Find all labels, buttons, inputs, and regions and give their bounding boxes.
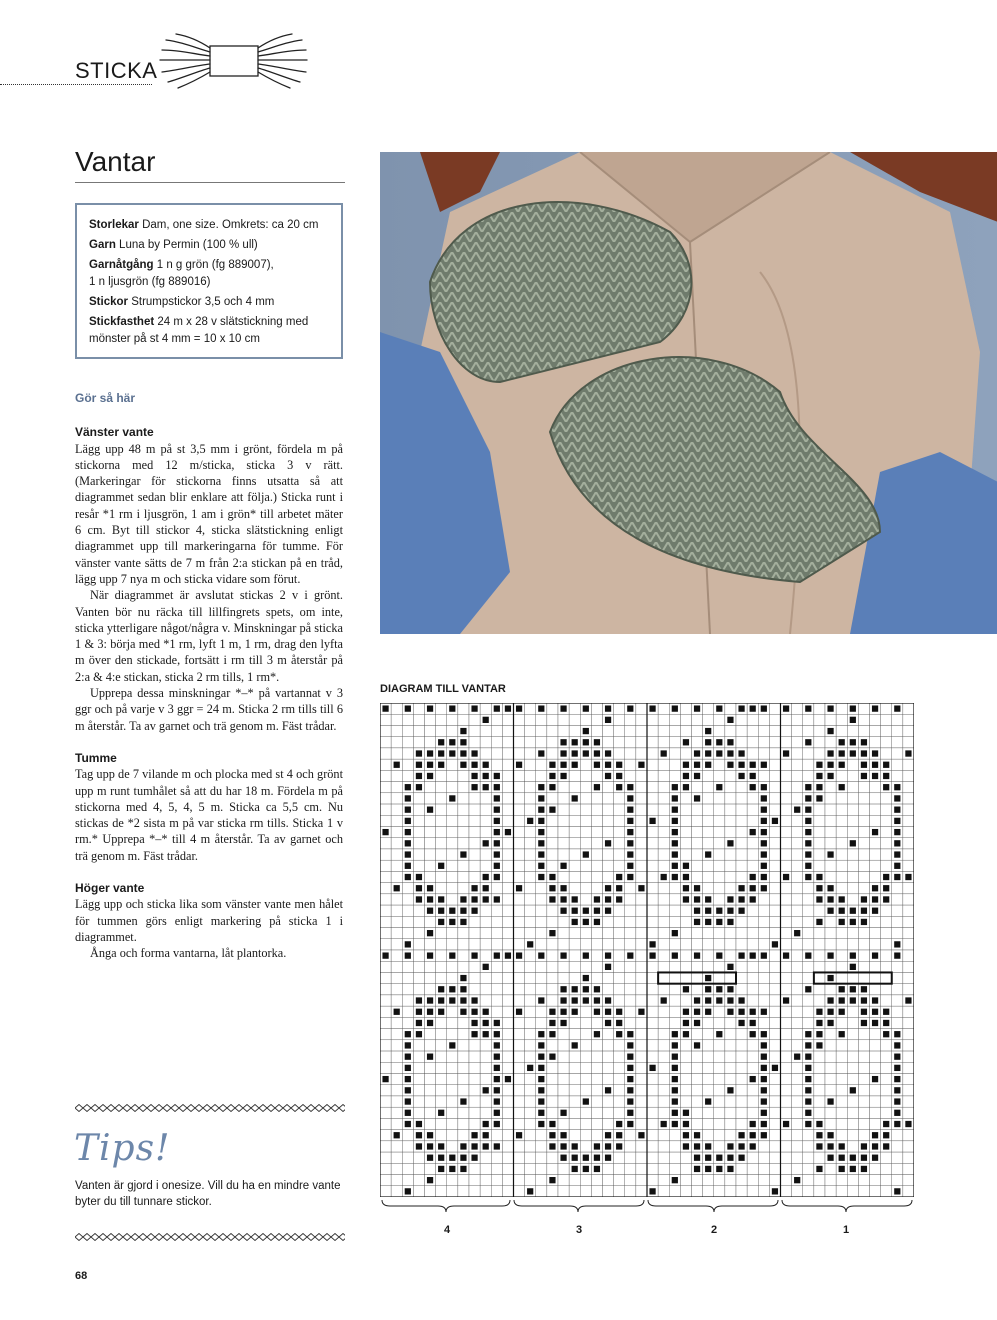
info-sizes: Storlekar Dam, one size. Omkrets: ca 20 cm (89, 219, 319, 231)
info-gauge: Stickfasthet 24 m x 28 v slätstickning med mönster på st 4 mm = 10 x 10 cm (89, 316, 309, 345)
mittens-photo (380, 152, 997, 634)
header-dotted-rule (0, 84, 152, 85)
left-mitten-heading: Vänster vante (75, 425, 154, 440)
tips-title: Tips! (74, 1128, 171, 1169)
instructions (75, 390, 343, 962)
left-mitten-p2: När diagrammet är avslutat stickas 2 v i grönt. Vanten bör nu räcka till lillfingrets spets, om inte, sticka ytterligare något/några v. Minskningar på sticka 1 & 3: börja med *1 rm, lyft 1 m, 1 rm, drag den lyfta m över den stickade, fortsätt i rm till 3 m återstår på 2:a & 4:e stickan, sticka 2 rm tills, 1 rm*. (75, 588, 343, 684)
needle-label-2: 2 (710, 1224, 718, 1236)
left-mitten-p3: Upprepa dessa minskningar *–* på vartannat v 3 ggr och på varje v 3 ggr = 24 m. Sticka 2 rm tills till 6 m återstår. Ta av garnet och trä genom m. Fäst trådar. (75, 686, 343, 733)
page-title: Vantar (75, 146, 156, 177)
knitting-chart (380, 703, 914, 1197)
needle-brackets (380, 1198, 914, 1218)
materials-box (75, 203, 343, 359)
page-number: 68 (75, 1270, 88, 1282)
section-label: STICKA (75, 58, 158, 83)
instructions-heading: Gör så här (75, 391, 136, 405)
yarn-skein-icon (158, 30, 308, 90)
info-yarn: Garn Luna by Permin (100 % ull) (89, 239, 258, 251)
title-rule (75, 182, 345, 183)
right-mitten-heading: Höger vante (75, 881, 145, 896)
diagram-title: DIAGRAM TILL VANTAR (380, 683, 506, 695)
left-mitten-p1: Lägg upp 48 m på st 3,5 mm i grönt, fördela m på stickorna med 12 m/sticka, sticka 3 v rätt. (Markeringar för stickorna finns utsatta så att diagrammet sedan blir enklare att följa.) Sticka runt i resår *1 rm i ljusgrön, 1 am i grön* till arbetet mäter 6 cm. Byt till stickor 4, sticka slätstickning enligt diagrammet upp till markeringarna för tumme. För vänster vante sätts de 7 m från 2:a stickan på en tråd, lägg upp 7 nya m och sticka vidare som förut. (75, 441, 343, 586)
needle-label-3: 3 (575, 1224, 583, 1236)
thumb-heading: Tumme (75, 750, 117, 765)
needle-label-4: 4 (443, 1224, 451, 1236)
tips-text: Vanten är gjord i onesize. Vill du ha en mindre vante byter du till tunnare stickor. (75, 1180, 341, 1208)
info-yarn-amount: Garnåtgång 1 n g grön (fg 889007), 1 n ljusgrön (fg 889016) (89, 259, 274, 288)
info-needles: Stickor Strumpstickor 3,5 och 4 mm (89, 296, 275, 308)
thumb-paragraph: Tag upp de 7 vilande m och plocka med st 4 och grönt upp m runt tumhålet så att du har 18 m. Fördela m på stickorna med 4, 5, 4, 5 m. Sticka ca 5,5 cm. Nu stickas de *2 sista m på var sticka rm tills. Sticka 1 v rm.* Upprepa *–* till 4 m återstår. Ta av garnet och trä genom m. Fäst trådar. (75, 767, 343, 863)
diamond-divider-top (75, 1104, 345, 1112)
right-mitten-p1: Lägg upp och sticka lika som vänster vante men hålet för tummen görs enligt markering på sticka 1 i diagrammet. (75, 897, 343, 944)
diamond-divider-bottom (75, 1233, 345, 1241)
needle-label-1: 1 (842, 1224, 850, 1236)
right-mitten-p2: Ånga och forma vantarna, låt plantorka. (90, 946, 287, 961)
